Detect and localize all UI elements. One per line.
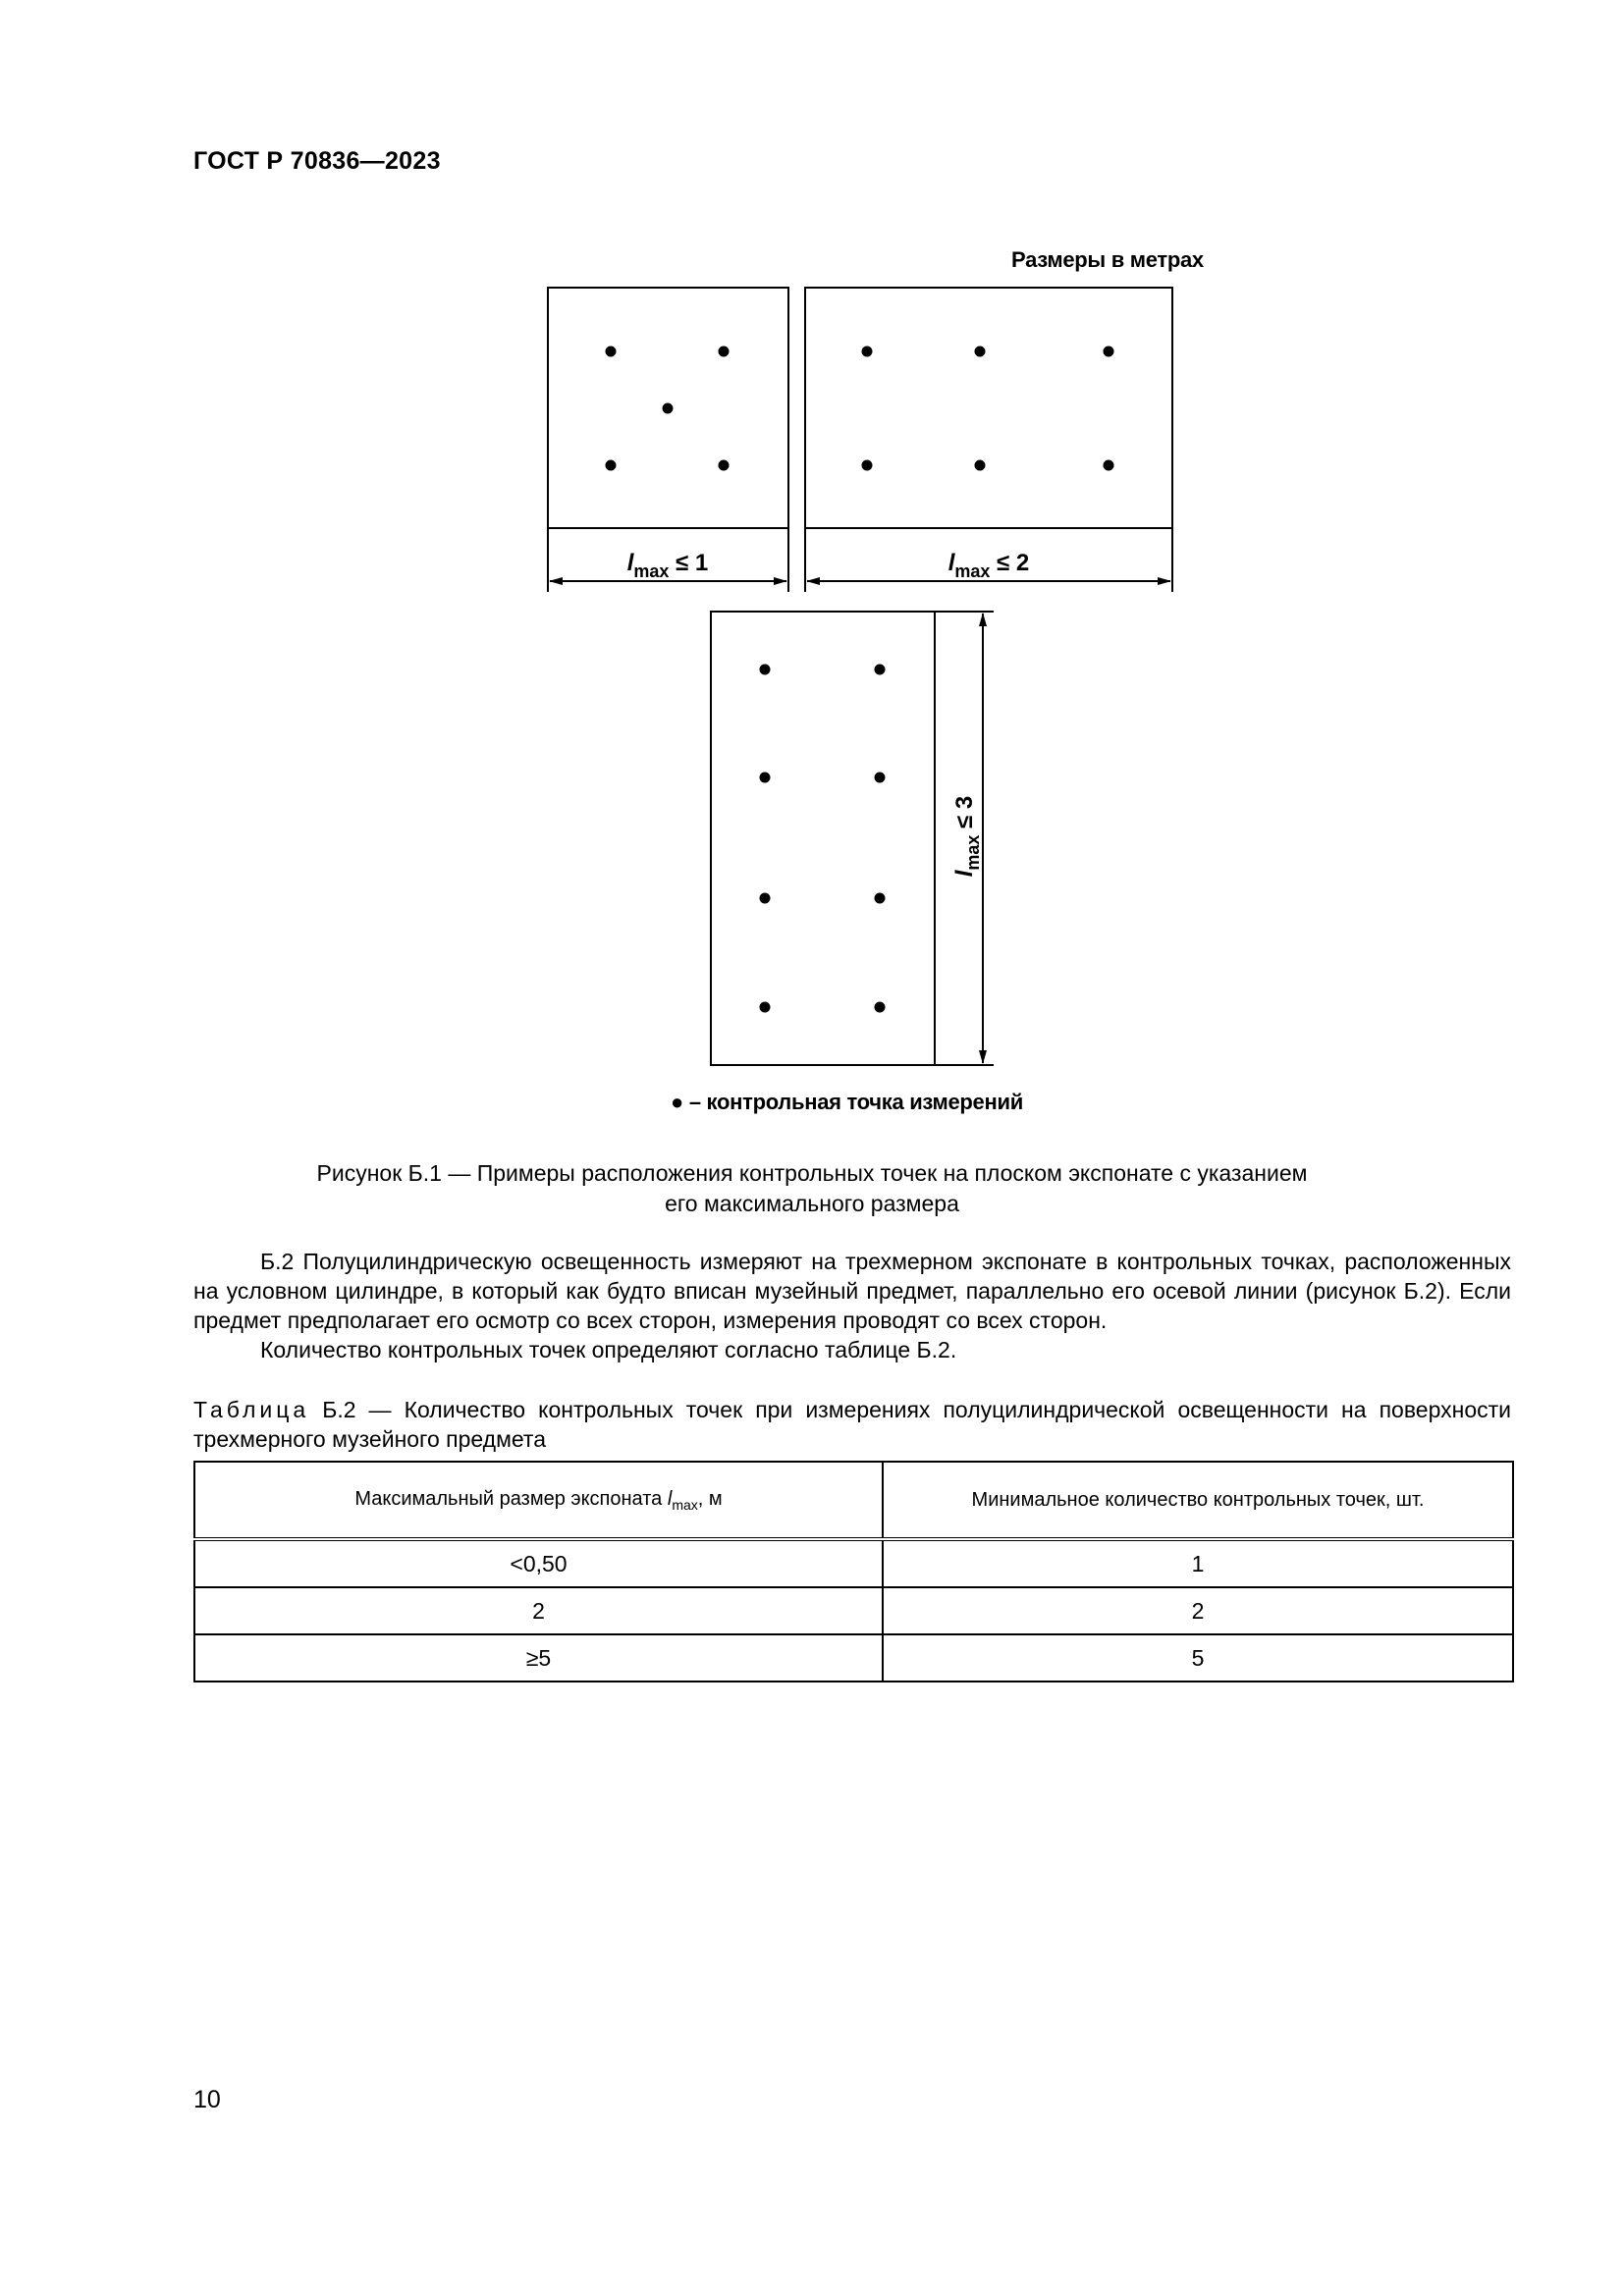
cell-size: ≥5 bbox=[194, 1634, 883, 1682]
table-row bbox=[194, 1587, 1513, 1634]
dimensions-note: Размеры в метрах bbox=[1011, 247, 1204, 272]
table-row bbox=[194, 1634, 1513, 1682]
measurement-point bbox=[975, 347, 986, 357]
figure-legend bbox=[671, 1090, 1023, 1115]
panel-1 bbox=[548, 288, 788, 592]
paragraph: Б.2 Полуцилиндрическую освещенность измеряют на трехмерном экспонате в контрольных точках, расположенных на условном цилиндре, в который как будто вписан музейный предмет, параллельно его осевой линии (рисунок Б.2). Если предмет предполагает его осмотр со всех сторон, измерения проводят со всех сторон. bbox=[193, 1249, 1511, 1333]
measurement-point bbox=[719, 460, 730, 471]
figure-caption bbox=[0, 1158, 1624, 1219]
measurement-point bbox=[760, 773, 771, 783]
measurement-point bbox=[719, 347, 730, 357]
dimension-label: $l_{max} \le 2$ bbox=[947, 550, 1030, 581]
measurement-point bbox=[875, 665, 886, 675]
measurement-point bbox=[1104, 460, 1114, 471]
body-text bbox=[193, 1247, 1511, 1364]
measurement-point-icon: ● bbox=[671, 1090, 683, 1114]
measurement-point bbox=[975, 460, 986, 471]
measurement-point bbox=[875, 1002, 886, 1013]
measurement-point bbox=[875, 773, 886, 783]
dimension-label: $l_{max} \le 3$ bbox=[951, 795, 983, 878]
table-header-row bbox=[194, 1462, 1513, 1539]
measurement-point bbox=[862, 347, 873, 357]
cell-points: 5 bbox=[883, 1634, 1513, 1682]
panel-3 bbox=[711, 612, 994, 1065]
cell-points: 2 bbox=[883, 1587, 1513, 1634]
table-title-text: Б.2 — Количество контрольных точек при измерениях полуцилиндрической освещенности на поверхности трехмерного музейного предмета bbox=[193, 1397, 1511, 1452]
document-header: ГОСТ Р 70836—2023 bbox=[193, 147, 441, 175]
panel-2 bbox=[805, 288, 1172, 592]
legend-text: – контрольная точка измерений bbox=[688, 1090, 1023, 1114]
measurement-point bbox=[606, 460, 617, 471]
column-header-points: Минимальное количество контрольных точек, шт. bbox=[883, 1462, 1513, 1539]
measurement-point bbox=[760, 665, 771, 675]
measurement-point bbox=[760, 893, 771, 904]
cell-size: <0,50 bbox=[194, 1539, 883, 1587]
caption-line: Рисунок Б.1 — Примеры расположения контрольных точек на плоском экспонате с указанием bbox=[316, 1160, 1308, 1186]
table-title bbox=[193, 1395, 1511, 1454]
table-row bbox=[194, 1539, 1513, 1587]
cell-size: 2 bbox=[194, 1587, 883, 1634]
paragraph: Количество контрольных точек определяют согласно таблице Б.2. bbox=[260, 1337, 957, 1362]
column-header-size: Максимальный размер экспоната $l_{max}$, м bbox=[194, 1462, 883, 1539]
page-number: 10 bbox=[193, 2086, 221, 2113]
measurement-point bbox=[862, 460, 873, 471]
figure-b1 bbox=[0, 0, 1624, 1090]
data-table bbox=[193, 1461, 1514, 1682]
measurement-point bbox=[606, 347, 617, 357]
table-label: Таблица bbox=[193, 1397, 310, 1422]
caption-line: его максимального размера bbox=[665, 1191, 959, 1216]
measurement-point bbox=[663, 403, 674, 414]
exhibit-rect bbox=[805, 288, 1172, 528]
cell-points: 1 bbox=[883, 1539, 1513, 1587]
measurement-point bbox=[760, 1002, 771, 1013]
dimension-label: $l_{max} \le 1$ bbox=[626, 550, 709, 581]
measurement-point bbox=[875, 893, 886, 904]
measurement-point bbox=[1104, 347, 1114, 357]
exhibit-rect bbox=[711, 612, 935, 1065]
